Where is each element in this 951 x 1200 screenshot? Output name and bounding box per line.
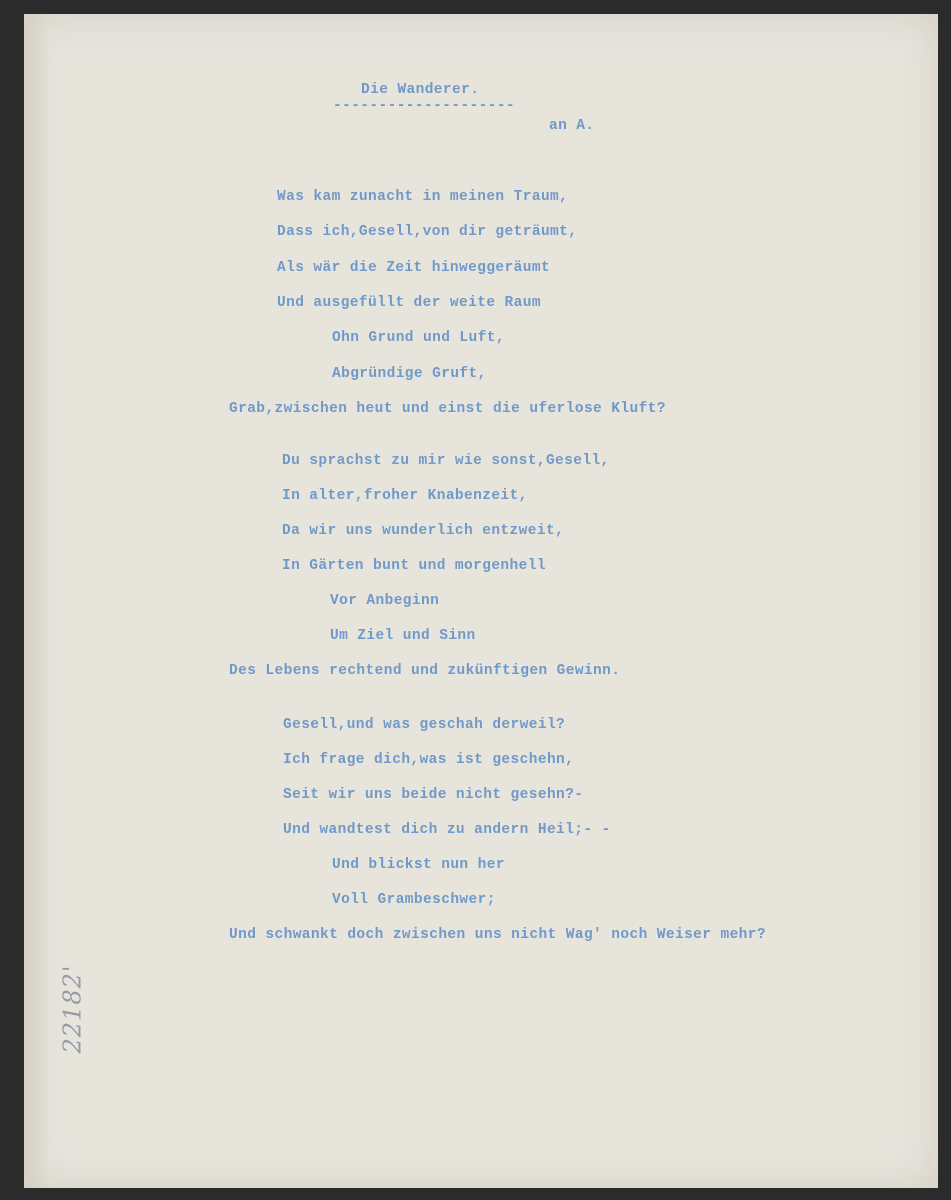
poem-line: Da wir uns wunderlich entzweit, — [282, 523, 565, 539]
poem-line: Und wandtest dich zu andern Heil;- - — [283, 822, 611, 838]
paper-edge-shadow — [24, 14, 50, 1188]
poem-line: Voll Grambeschwer; — [332, 892, 496, 908]
poem-line: Ohn Grund und Luft, — [332, 330, 505, 346]
poem-line: Und ausgefüllt der weite Raum — [277, 295, 541, 311]
poem-line: In alter,froher Knabenzeit, — [282, 488, 528, 504]
poem-line: Grab,zwischen heut und einst die uferlose Kluft? — [229, 401, 666, 417]
poem-line: Dass ich,Gesell,von dir geträumt, — [277, 224, 578, 240]
poem-line: Seit wir uns beide nicht gesehn?- — [283, 787, 584, 803]
poem-line: Ich frage dich,was ist geschehn, — [283, 752, 575, 768]
poem-line: In Gärten bunt und morgenhell — [282, 558, 546, 574]
poem-line: Des Lebens rechtend und zukünftigen Gewinn. — [229, 663, 621, 679]
title-underline: -------------------- — [333, 98, 516, 114]
poem-line: Und blickst nun her — [332, 857, 505, 873]
poem-line: Als wär die Zeit hinweggeräumt — [277, 260, 551, 276]
poem-line: Und schwankt doch zwischen uns nicht Wag' noch Weiser mehr? — [229, 927, 766, 943]
dedication: an A. — [549, 118, 595, 134]
poem-line: Gesell,und was geschah derweil? — [283, 717, 566, 733]
poem-line: Um Ziel und Sinn — [330, 628, 476, 644]
poem-title: Die Wanderer. — [361, 82, 480, 98]
handwritten-margin-note: 22182' — [58, 964, 87, 1054]
poem-line: Abgründige Gruft, — [332, 366, 487, 382]
poem-line: Was kam zunacht in meinen Traum, — [277, 189, 569, 205]
poem-line: Du sprachst zu mir wie sonst,Gesell, — [282, 453, 610, 469]
poem-line: Vor Anbeginn — [330, 593, 440, 609]
